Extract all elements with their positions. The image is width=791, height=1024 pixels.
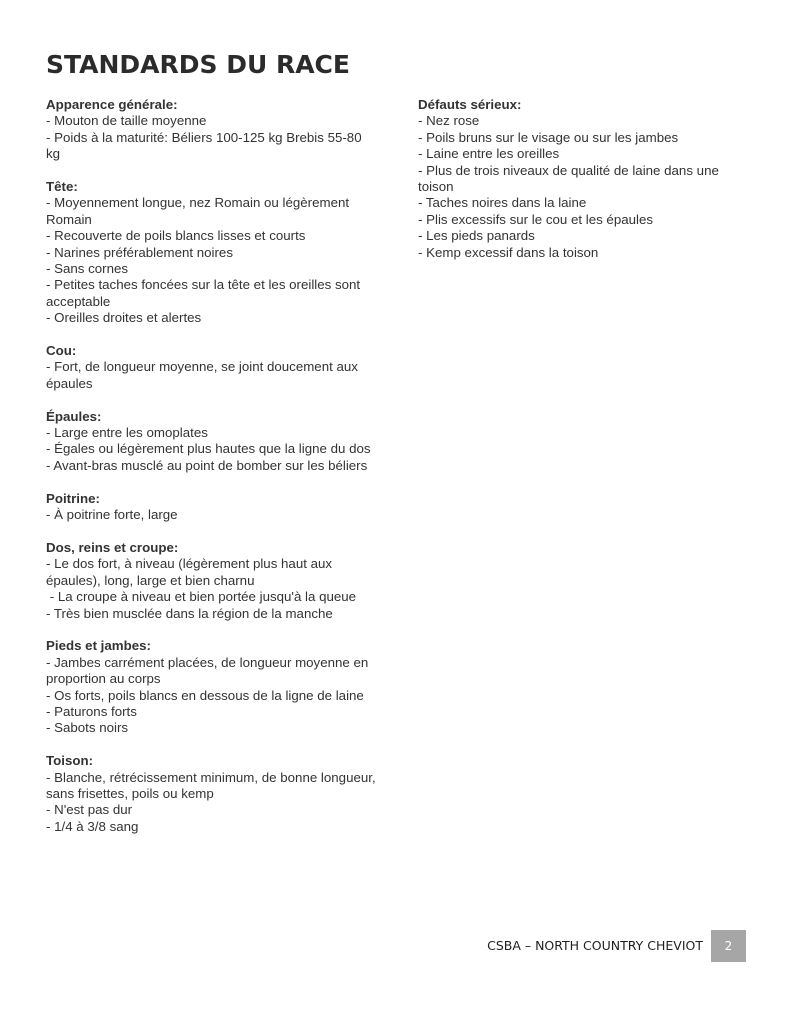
section-line: - Fort, de longueur moyenne, se joint doucement aux épaules — [46, 359, 358, 391]
section-line: - Plis excessifs sur le cou et les épaules — [418, 211, 654, 227]
left-column — [46, 97, 378, 852]
section-heading: Pieds et jambes: — [46, 638, 151, 654]
section-heading: Défauts sérieux: — [418, 97, 522, 112]
section-line: - Recouverte de poils blancs lisses et courts — [46, 228, 306, 244]
section-heading: Dos, reins et croupe: — [46, 539, 179, 555]
section-line: - Sabots noirs — [46, 720, 129, 736]
section-line: - Avant-bras musclé au point de bomber sur les béliers — [46, 457, 368, 473]
section-heading: Toison: — [46, 753, 94, 769]
right-column — [418, 97, 738, 277]
section-line: - N'est pas dur — [46, 802, 133, 818]
section-line: - Sans cornes — [46, 261, 129, 277]
section-line: - Oreilles droites et alertes — [46, 310, 202, 326]
page-title: STANDARDS DU RACE — [46, 50, 350, 79]
section-line: - Poids à la maturité: Béliers 100-125 kg Brebis 55-80 kg — [46, 129, 362, 162]
section-line: - Les pieds panards — [418, 228, 535, 244]
section-line: - Large entre les omoplates — [46, 425, 208, 441]
section-apparence — [46, 97, 378, 163]
section-line: - Os forts, poils blancs en dessous de la ligne de laine — [46, 687, 364, 703]
section-poitrine — [46, 491, 378, 524]
section-heading: Cou: — [46, 343, 77, 359]
section-defauts — [418, 97, 738, 261]
section-line: - À poitrine forte, large — [46, 507, 178, 523]
section-line: - Blanche, rétrécissement minimum, de bonne longueur, sans frisettes, poils ou kemp — [46, 769, 376, 801]
section-line: - Laine entre les oreilles — [418, 146, 560, 162]
section-epaules — [46, 409, 378, 475]
section-line: - Petites taches foncées sur la tête et les oreilles sont acceptable — [46, 277, 361, 309]
footer-text: CSBA – NORTH COUNTRY CHEVIOT — [487, 938, 703, 953]
section-line: - Taches noires dans la laine — [418, 195, 587, 211]
section-heading: Apparence générale: — [46, 97, 178, 112]
section-line: - Jambes carrément placées, de longueur moyenne en proportion au corps — [46, 654, 369, 687]
section-line: - La croupe à niveau et bien portée jusqu'à la queue — [46, 589, 357, 605]
section-line: - Kemp excessif dans la toison — [418, 244, 599, 260]
section-line: - Narines préférablement noires — [46, 244, 233, 260]
section-tete — [46, 179, 378, 327]
section-heading: Épaules: — [46, 408, 102, 424]
section-line: - Plus de trois niveaux de qualité de laine dans une toison — [418, 162, 719, 195]
section-dos — [46, 540, 378, 622]
section-cou — [46, 343, 378, 392]
section-line: - 1/4 à 3/8 sang — [46, 818, 139, 834]
section-line: - Égales ou légèrement plus hautes que la ligne du dos — [46, 441, 371, 457]
section-line: - Moyennement longue, nez Romain ou légèrement Romain — [46, 195, 350, 227]
section-heading: Poitrine: — [46, 490, 100, 506]
section-pieds — [46, 638, 378, 736]
section-heading: Tête: — [46, 179, 78, 195]
section-line: - Poils bruns sur le visage ou sur les jambes — [418, 129, 679, 145]
section-line: - Le dos fort, à niveau (légèrement plus haut aux épaules), long, large et bien charnu — [46, 556, 333, 588]
page-number-badge: 2 — [711, 930, 746, 962]
section-line: - Nez rose — [418, 113, 480, 129]
section-line: - Paturons forts — [46, 703, 137, 719]
section-line: - Très bien musclée dans la région de la manche — [46, 605, 333, 621]
section-line: - Mouton de taille moyenne — [46, 113, 207, 129]
section-toison — [46, 753, 378, 835]
